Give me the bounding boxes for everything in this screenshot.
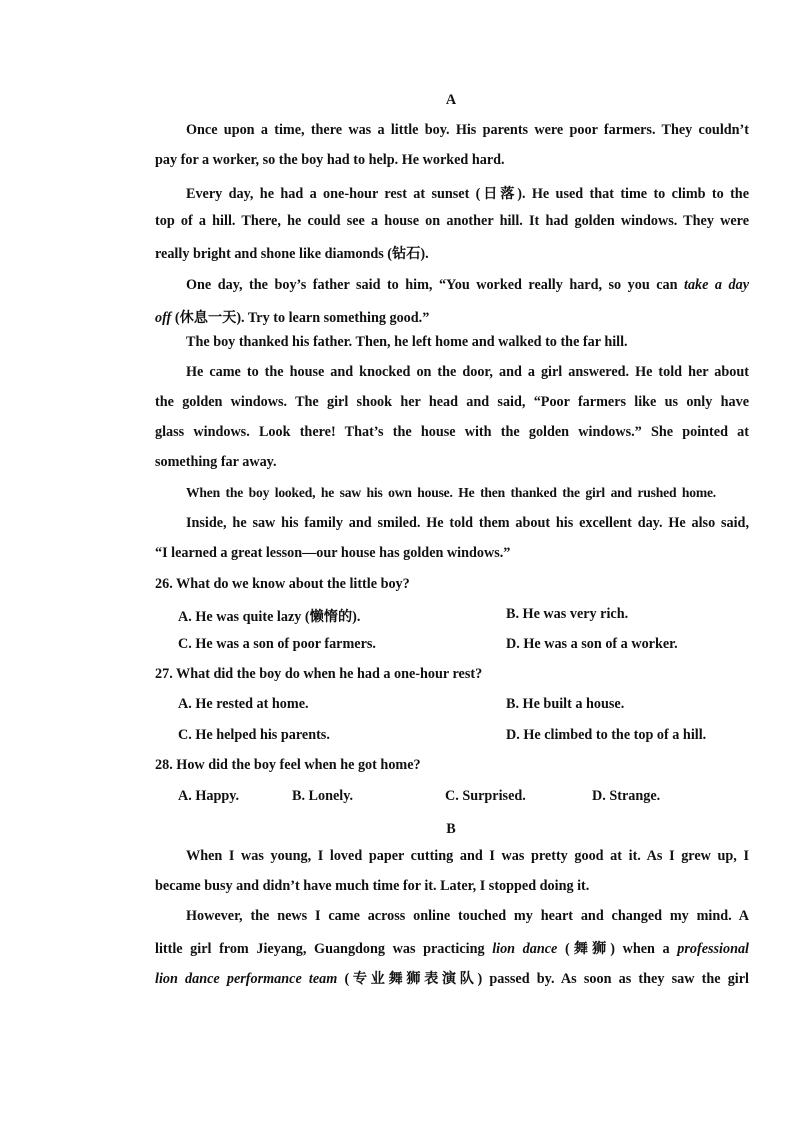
option-c: C. Surprised. [445, 788, 526, 804]
text-line: really bright and shone like diamonds (钻石). [155, 246, 429, 262]
emphasis-text: lion dance performance team [155, 971, 338, 987]
text-line: top of a hill. There, he could see a house on another hill. It had golden windows. They were [155, 213, 749, 229]
option-b: B. He was very rich. [506, 606, 629, 622]
text-line: glass windows. Look there! That’s the house with the golden windows.” She pointed at [155, 424, 749, 440]
option-d: D. He climbed to the top of a hill. [506, 727, 707, 743]
option-a: A. He rested at home. [178, 696, 309, 712]
text-line: When the boy looked, he saw his own house. He then thanked the girl and rushed home. [186, 485, 716, 500]
text-line: The boy thanked his father. Then, he left home and walked to the far hill. [186, 334, 628, 350]
text-line [155, 938, 749, 958]
text-line: “I learned a great lesson—our house has golden windows.” [155, 545, 511, 561]
emphasis-text: lion dance [492, 941, 558, 957]
option-c: C. He was a son of poor farmers. [178, 636, 376, 652]
text-line: something far away. [155, 454, 277, 470]
text-line: pay for a worker, so the boy had to help. He worked hard. [155, 152, 505, 168]
emphasis-text: take a day [684, 277, 749, 293]
section-a-heading: A [445, 92, 457, 108]
text-run: (休息一天). Try to learn something good.” [171, 310, 430, 326]
text-run: little girl from Jieyang, Guangdong was practicing [155, 941, 493, 957]
section-b-heading: B [446, 821, 456, 837]
option-d: D. Strange. [592, 788, 661, 804]
text-line: However, the news I came across online touched my heart and changed my mind. A [186, 908, 749, 924]
question-stem: 28. How did the boy feel when he got home? [155, 757, 421, 773]
option-a: A. He was quite lazy (懒惰的). [178, 609, 361, 625]
text-line [155, 968, 749, 988]
question-stem: 27. What did the boy do when he had a one-hour rest? [155, 666, 483, 682]
text-run: One day, the boy’s father said to him, “You worked really hard, so you can [186, 277, 684, 293]
text-line: became busy and didn’t have much time for it. Later, I stopped doing it. [155, 878, 590, 894]
text-line: the golden windows. The girl shook her head and said, “Poor farmers like us only have [155, 394, 749, 410]
text-line: When I was young, I loved paper cutting and I was pretty good at it. As I grew up, I [186, 848, 749, 864]
text-line: He came to the house and knocked on the door, and a girl answered. He told her about [186, 364, 749, 380]
question-stem: 26. What do we know about the little boy? [155, 576, 410, 592]
text-line: Inside, he saw his family and smiled. He told them about his excellent day. He also said, [186, 515, 749, 531]
option-c: C. He helped his parents. [178, 727, 330, 743]
option-b: B. He built a house. [506, 696, 625, 712]
emphasis-text: off [155, 310, 172, 326]
text-run: (舞狮) when a [557, 941, 678, 957]
text-line: Once upon a time, there was a little boy. His parents were poor farmers. They couldn’t [186, 122, 749, 138]
text-line: Every day, he had a one-hour rest at sunset (日落). He used that time to climb to the [186, 186, 749, 202]
emphasis-text: professional [677, 941, 749, 957]
option-a: A. Happy. [178, 788, 240, 804]
option-b: B. Lonely. [292, 788, 354, 804]
option-d: D. He was a son of a worker. [506, 636, 678, 652]
text-line [155, 307, 429, 327]
text-run: (专业舞狮表演队) passed by. As soon as they saw the girl [337, 971, 749, 987]
text-line [186, 277, 749, 294]
